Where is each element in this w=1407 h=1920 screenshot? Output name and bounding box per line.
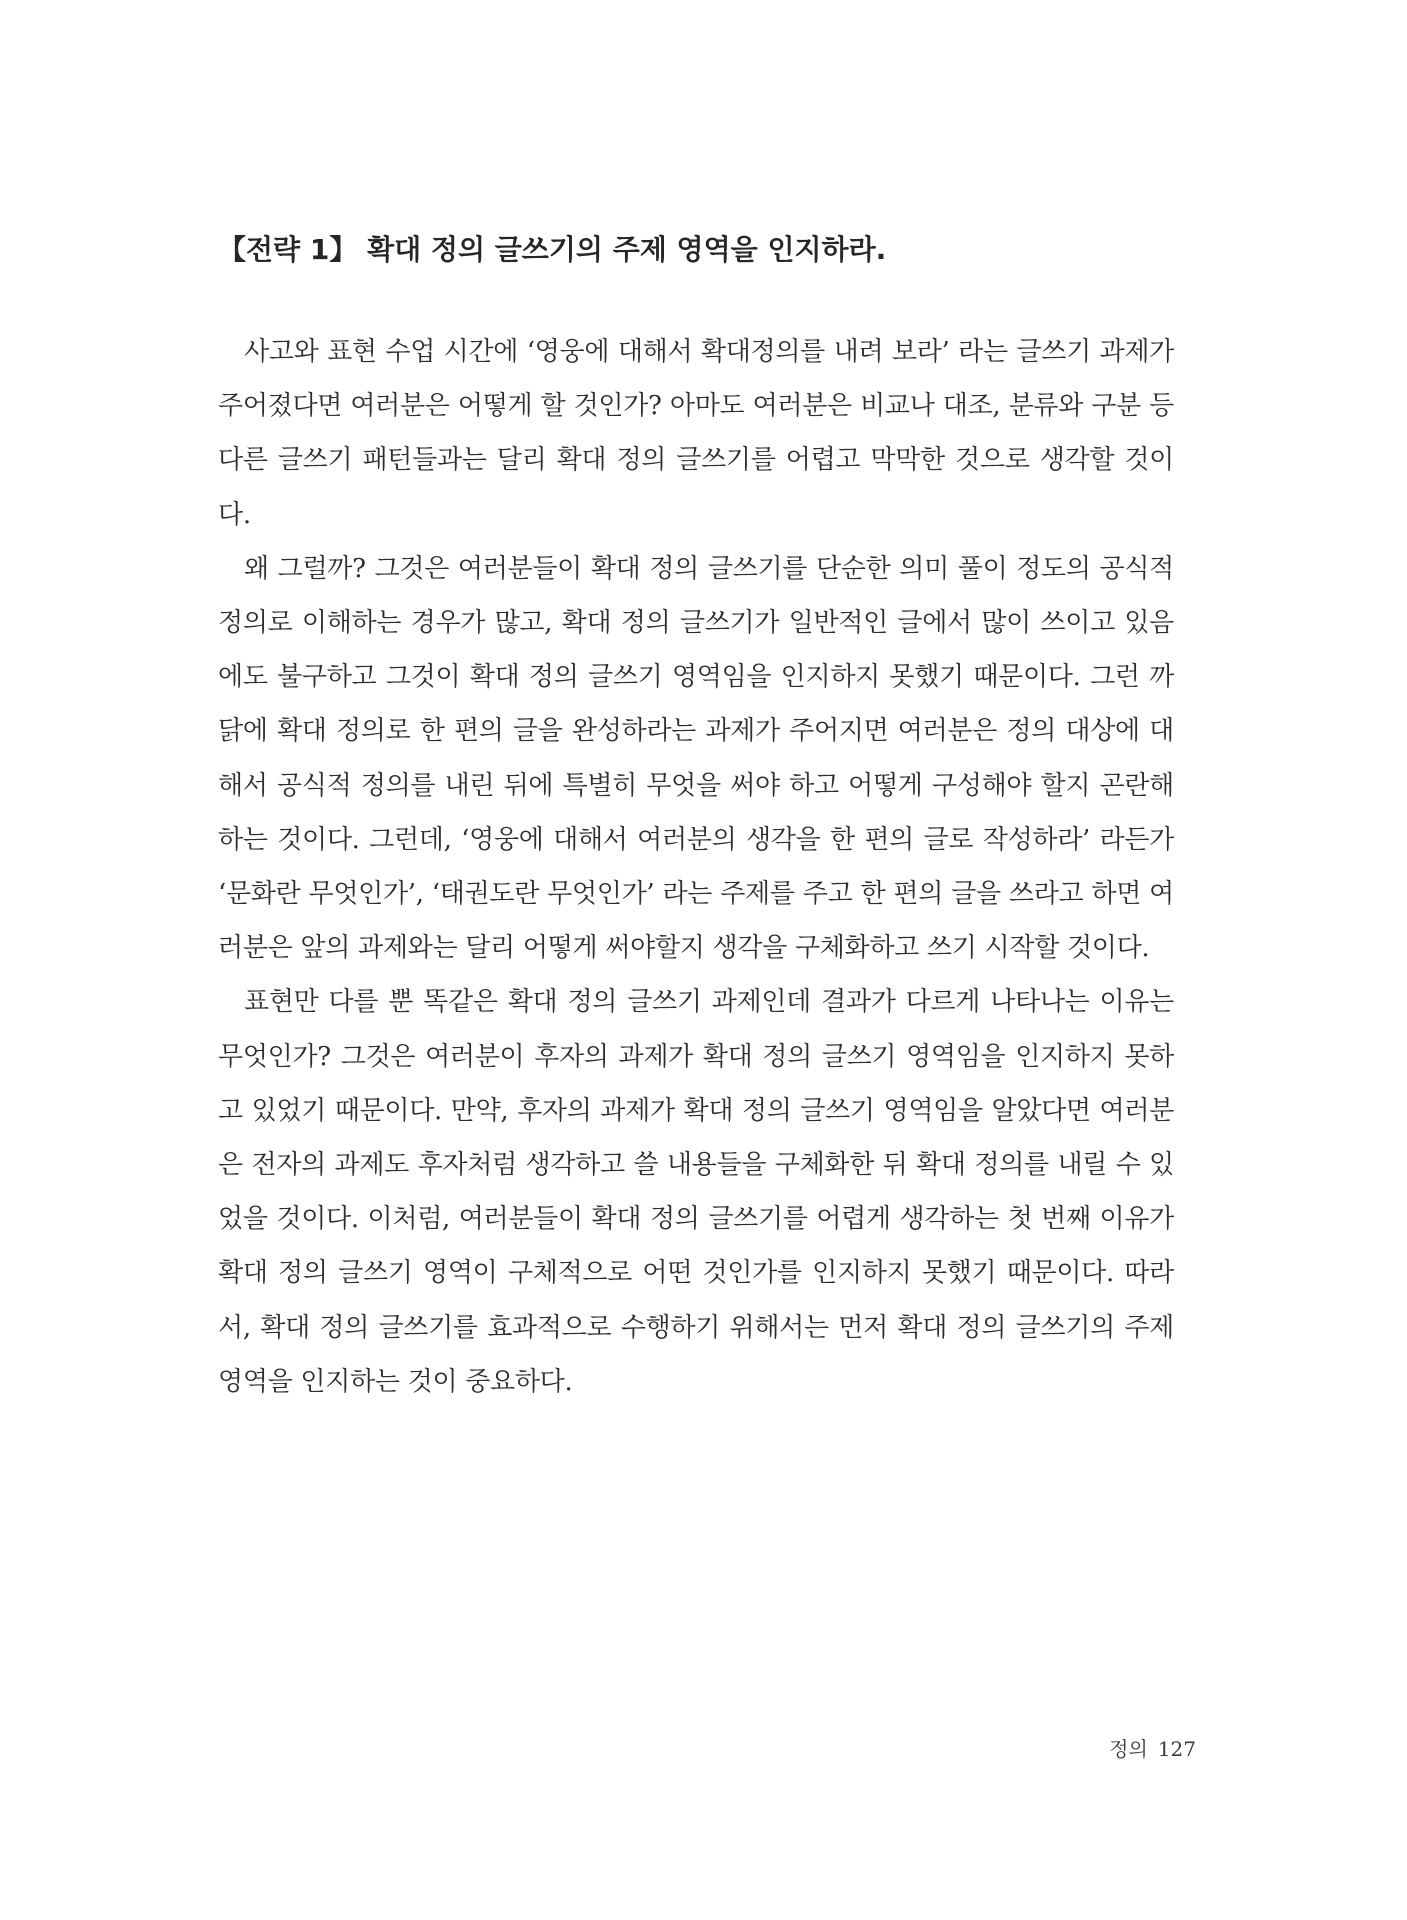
strategy-heading: 【전략 1】 확대 정의 글쓰기의 주제 영역을 인지하라. <box>218 233 887 266</box>
body-text <box>218 325 1174 1409</box>
running-section-title: 정의 <box>1109 1737 1148 1761</box>
paragraph: 왜 그럴까? 그것은 여러분들이 확대 정의 글쓰기를 단순한 의미 풀이 정도의 공식적 정의로 이해하는 경우가 많고, 확대 정의 글쓰기가 일반적인 글에서 많이 쓰이고 있음에도 불구하고 그것이 확대 정의 글쓰기 영역임을 인지하지 못했기 때문이다. 그런 까닭에 확대 정의로 한 편의 글을 완성하라는 과제가 주어지면 여러분은 정의 대상에 대해서 공식적 정의를 내린 뒤에 특별히 무엇을 써야 하고 어떻게 구성해야 할지 곤란해 하는 것이다. 그런데, ‘영웅에 대해서 여러분의 생각을 한 편의 글로 작성하라’ 라든가 ‘문화란 무엇인가’, ‘태권도란 무엇인가’ 라는 주제를 주고 한 편의 글을 쓰라고 하면 여러분은 앞의 과제와는 달리 어떻게 써야할지 생각을 구체화하고 쓰기 시작할 것이다. <box>218 553 1174 964</box>
paragraph: 표현만 다를 뿐 똑같은 확대 정의 글쓰기 과제인데 결과가 다르게 나타나는 이유는 무엇인가? 그것은 여러분이 후자의 과제가 확대 정의 글쓰기 영역임을 인지하지 못하고 있었기 때문이다. 만약, 후자의 과제가 확대 정의 글쓰기 영역임을 알았다면 여러분은 전자의 과제도 후자처럼 생각하고 쓸 내용들을 구체화한 뒤 확대 정의를 내릴 수 있었을 것이다. 이처럼, 여러분들이 확대 정의 글쓰기를 어렵게 생각하는 첫 번째 이유가 확대 정의 글쓰기 영역이 구체적으로 어떤 것인가를 인지하지 못했기 때문이다. 따라서, 확대 정의 글쓰기를 효과적으로 수행하기 위해서는 먼저 확대 정의 글쓰기의 주제 영역을 인지하는 것이 중요하다. <box>218 987 1174 1397</box>
page-number: 127 <box>1157 1737 1196 1761</box>
page-footer <box>1109 1735 1196 1763</box>
paragraph: 사고와 표현 수업 시간에 ‘영웅에 대해서 확대정의를 내려 보라’ 라는 글쓰기 과제가 주어졌다면 여러분은 어떻게 할 것인가? 아마도 여러분은 비교나 대조, 분류와 구분 등 다른 글쓰기 패턴들과는 달리 확대 정의 글쓰기를 어렵고 막막한 것으로 생각할 것이다. <box>218 337 1174 530</box>
